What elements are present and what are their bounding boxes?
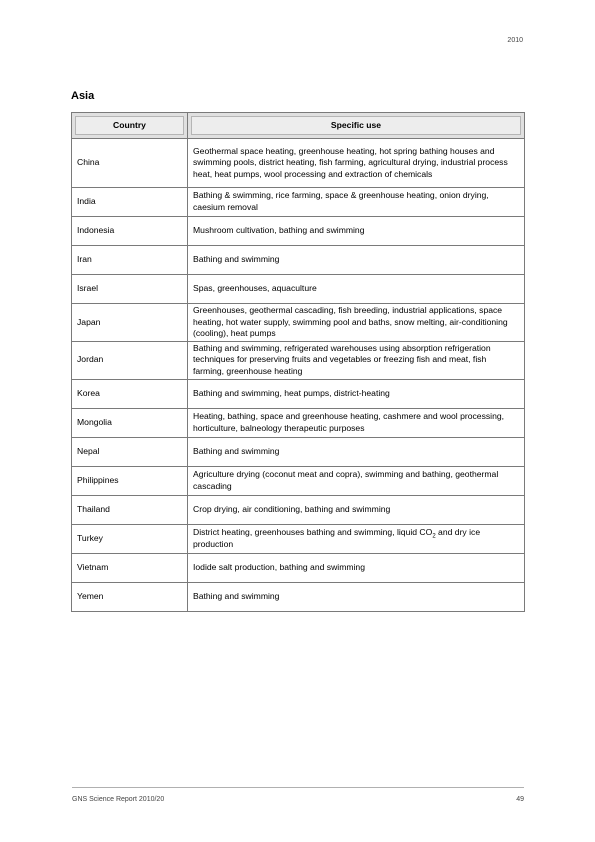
table-row: [72, 437, 525, 466]
country-cell: Nepal: [72, 437, 188, 466]
specific-use-cell: Greenhouses, geothermal cascading, fish breeding, industrial applications, space heating, hot water supply, swimming pool and baths, snow melting, air-conditioning (cooling), heat pumps: [188, 304, 525, 342]
country-cell: Turkey: [72, 524, 188, 553]
country-cell: Indonesia: [72, 217, 188, 246]
specific-use-cell: Agriculture drying (coconut meat and copra), swimming and bathing, geothermal cascading: [188, 466, 525, 495]
specific-use-cell: Bathing & swimming, rice farming, space & greenhouse heating, onion drying, caesium removal: [188, 188, 525, 217]
column-header-specific-use: Specific use: [188, 113, 525, 139]
column-header-country: Country: [72, 113, 188, 139]
table-row: [72, 408, 525, 437]
table-row: [72, 582, 525, 611]
country-cell: Mongolia: [72, 408, 188, 437]
country-cell: China: [72, 139, 188, 188]
table-row: [72, 139, 525, 188]
footer-report-name: GNS Science Report 2010/20: [72, 796, 165, 803]
specific-use-cell: Crop drying, air conditioning, bathing and swimming: [188, 495, 525, 524]
country-cell: Thailand: [72, 495, 188, 524]
table-row: [72, 246, 525, 275]
country-cell: Iran: [72, 246, 188, 275]
country-cell: Korea: [72, 379, 188, 408]
specific-use-text: District heating, greenhouses bathing and swimming, liquid CO: [193, 526, 433, 537]
specific-use-cell: Bathing and swimming: [188, 437, 525, 466]
table-row: [72, 275, 525, 304]
table-row: [72, 304, 525, 342]
table-row: [72, 379, 525, 408]
specific-use-text: and dry ice production: [193, 526, 481, 549]
table-row: [72, 466, 525, 495]
country-cell: Vietnam: [72, 553, 188, 582]
section-title: Asia: [71, 90, 95, 102]
specific-use-cell: Bathing and swimming: [188, 246, 525, 275]
country-cell: Israel: [72, 275, 188, 304]
page-header-year: 2010: [507, 37, 523, 44]
page-footer: [72, 787, 524, 803]
specific-use-cell: Bathing and swimming: [188, 582, 525, 611]
specific-use-cell: Mushroom cultivation, bathing and swimming: [188, 217, 525, 246]
country-cell: India: [72, 188, 188, 217]
specific-use-cell: Bathing and swimming, refrigerated warehouses using absorption refrigeration techniques for preserving fruits and vegetables or freezing fish and meat, fish farming, greenhouse heating: [188, 341, 525, 379]
subscript-text: 2: [432, 533, 436, 540]
table-row: [72, 341, 525, 379]
table-header-row: [72, 113, 525, 139]
specific-use-cell: Spas, greenhouses, aquaculture: [188, 275, 525, 304]
specific-use-cell: Bathing and swimming, heat pumps, district-heating: [188, 379, 525, 408]
specific-use-cell: Iodide salt production, bathing and swimming: [188, 553, 525, 582]
table-row: [72, 553, 525, 582]
specific-use-cell: Heating, bathing, space and greenhouse heating, cashmere and wool processing, horticulture, balneology therapeutic purposes: [188, 408, 525, 437]
country-cell: Jordan: [72, 341, 188, 379]
country-cell: Philippines: [72, 466, 188, 495]
country-cell: Japan: [72, 304, 188, 342]
table-row: [72, 495, 525, 524]
specific-use-cell: [188, 524, 525, 553]
specific-use-cell: Geothermal space heating, greenhouse heating, hot spring bathing houses and swimming pools, district heating, fish farming, agricultural drying, industrial process heat, heat pumps, wool processing and extraction of chemicals: [188, 139, 525, 188]
table-row: [72, 188, 525, 217]
geothermal-uses-table: [71, 112, 525, 612]
footer-page-number: 49: [516, 796, 524, 803]
table-row: [72, 217, 525, 246]
table-row: [72, 524, 525, 553]
country-cell: Yemen: [72, 582, 188, 611]
